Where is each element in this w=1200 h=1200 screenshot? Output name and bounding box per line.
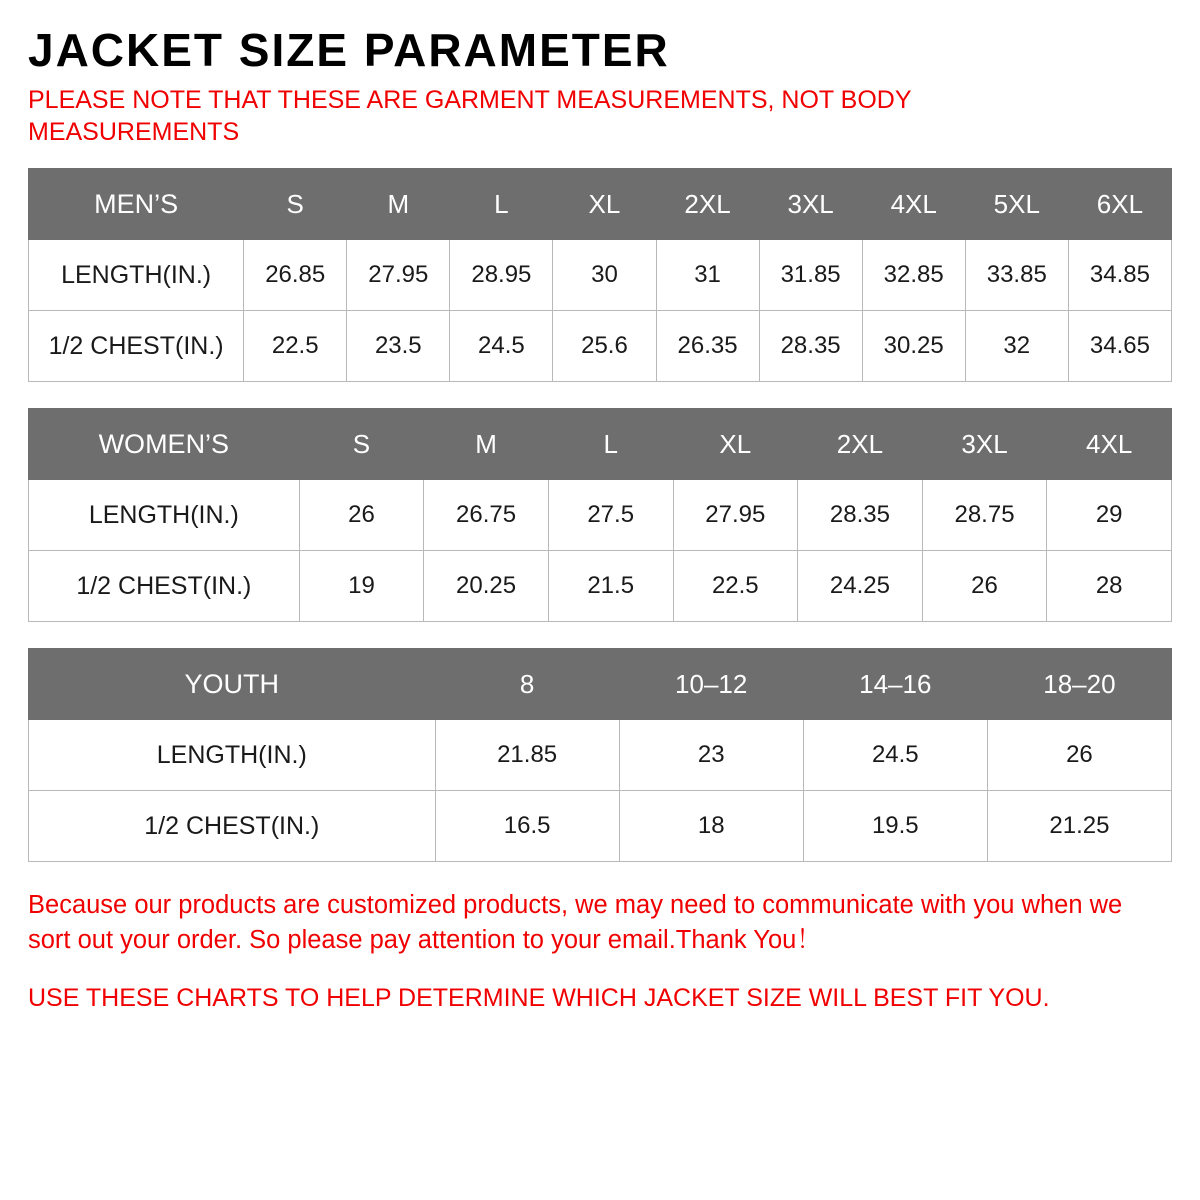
table-cell: 30: [553, 240, 656, 311]
table-cell: 23: [619, 720, 803, 791]
column-header: L: [450, 169, 553, 240]
table-cell: 21.5: [548, 551, 673, 622]
table-cell: 31: [656, 240, 759, 311]
table-cell: 31.85: [759, 240, 862, 311]
column-header: M: [424, 409, 549, 480]
column-header: 4XL: [1047, 409, 1172, 480]
column-header: M: [347, 169, 450, 240]
table-cell: 27.5: [548, 480, 673, 551]
column-header: 2XL: [656, 169, 759, 240]
womens-size-table: [28, 408, 1172, 622]
table-cell: 26.75: [424, 480, 549, 551]
column-header: 8: [435, 649, 619, 720]
table-cell: 25.6: [553, 311, 656, 382]
page-title: JACKET SIZE PARAMETER: [28, 24, 670, 76]
column-header: 2XL: [798, 409, 923, 480]
column-header: S: [244, 169, 347, 240]
row-label: LENGTH(IN.): [29, 720, 436, 791]
table-cell: 32.85: [862, 240, 965, 311]
column-header: XL: [673, 409, 798, 480]
table-cell: 26: [987, 720, 1171, 791]
column-header: 3XL: [922, 409, 1047, 480]
table-row: [29, 240, 1172, 311]
table-cell: 29: [1047, 480, 1172, 551]
youth-size-table: [28, 648, 1172, 862]
column-header: 14–16: [803, 649, 987, 720]
table-cell: 21.25: [987, 791, 1171, 862]
table-cell: 26: [922, 551, 1047, 622]
footer-note-customized: Because our products are customized products, we may need to communicate with you when we sort out your order. So please pay attention to your email.Thank You！: [28, 891, 1123, 955]
table-cell: 34.65: [1068, 311, 1171, 382]
table-cell: 19: [299, 551, 424, 622]
table-cell: 30.25: [862, 311, 965, 382]
table-cell: 26.85: [244, 240, 347, 311]
column-header: S: [299, 409, 424, 480]
table-cell: 28.35: [798, 480, 923, 551]
footer-notes: [28, 888, 1172, 1015]
youth-header-label: YOUTH: [29, 649, 436, 720]
column-header: XL: [553, 169, 656, 240]
footer-note-charts: USE THESE CHARTS TO HELP DETERMINE WHICH JACKET SIZE WILL BEST FIT YOU.: [28, 983, 1050, 1012]
table-cell: 28.75: [922, 480, 1047, 551]
womens-header-label: WOMEN’S: [29, 409, 300, 480]
table-cell: 28.95: [450, 240, 553, 311]
row-label: 1/2 CHEST(IN.): [29, 791, 436, 862]
table-header-row: [29, 169, 1172, 240]
table-cell: 19.5: [803, 791, 987, 862]
table-row: [29, 311, 1172, 382]
table-cell: 33.85: [965, 240, 1068, 311]
table-cell: 28.35: [759, 311, 862, 382]
table-cell: 20.25: [424, 551, 549, 622]
table-cell: 27.95: [347, 240, 450, 311]
table-header-row: [29, 649, 1172, 720]
mens-header-label: MEN’S: [29, 169, 244, 240]
table-row: [29, 791, 1172, 862]
table-cell: 28: [1047, 551, 1172, 622]
table-cell: 22.5: [673, 551, 798, 622]
mens-size-table: [28, 168, 1172, 382]
table-row: [29, 480, 1172, 551]
row-label: 1/2 CHEST(IN.): [29, 311, 244, 382]
table-cell: 22.5: [244, 311, 347, 382]
table-cell: 32: [965, 311, 1068, 382]
table-cell: 26.35: [656, 311, 759, 382]
measurement-note: PLEASE NOTE THAT THESE ARE GARMENT MEASUREMENTS, NOT BODY MEASUREMENTS: [28, 86, 912, 147]
column-header: 18–20: [987, 649, 1171, 720]
table-cell: 34.85: [1068, 240, 1171, 311]
table-cell: 21.85: [435, 720, 619, 791]
table-header-row: [29, 409, 1172, 480]
table-cell: 27.95: [673, 480, 798, 551]
table-cell: 24.25: [798, 551, 923, 622]
column-header: L: [548, 409, 673, 480]
column-header: 10–12: [619, 649, 803, 720]
column-header: 6XL: [1068, 169, 1171, 240]
column-header: 3XL: [759, 169, 862, 240]
table-cell: 24.5: [450, 311, 553, 382]
table-row: [29, 720, 1172, 791]
table-row: [29, 551, 1172, 622]
row-label: LENGTH(IN.): [29, 240, 244, 311]
column-header: 5XL: [965, 169, 1068, 240]
row-label: 1/2 CHEST(IN.): [29, 551, 300, 622]
row-label: LENGTH(IN.): [29, 480, 300, 551]
table-cell: 26: [299, 480, 424, 551]
table-cell: 23.5: [347, 311, 450, 382]
table-cell: 16.5: [435, 791, 619, 862]
table-cell: 18: [619, 791, 803, 862]
table-cell: 24.5: [803, 720, 987, 791]
column-header: 4XL: [862, 169, 965, 240]
